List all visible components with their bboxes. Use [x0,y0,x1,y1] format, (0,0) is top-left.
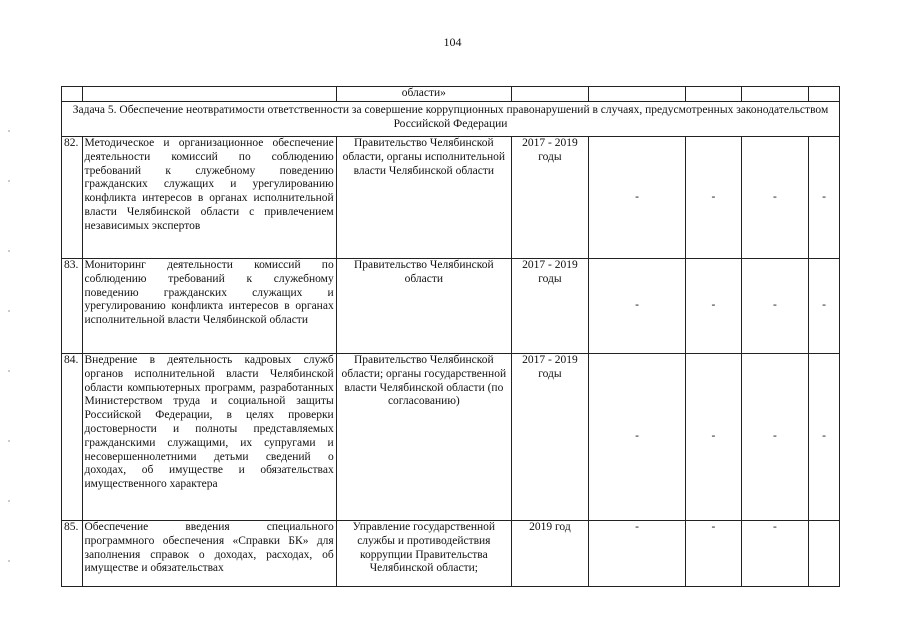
table-row [62,354,840,521]
cell-term [511,87,588,102]
cell-value [686,87,741,102]
row-value: - [809,354,840,521]
row-value: - [809,259,840,354]
row-description: Обеспечение введения специального программного обеспечения «Справки БК» для заполнения справок о доходах, расходах, об имуществе и обязательствах [82,521,336,587]
row-term: 2019 год [511,521,588,587]
row-term: 2017 - 2019 годы [511,354,588,521]
task-row [62,102,840,137]
row-number: 84. [62,354,83,521]
row-value: - [588,521,685,587]
row-value: - [741,354,809,521]
row-value: - [686,137,741,259]
row-value: - [686,259,741,354]
row-value: - [686,354,741,521]
cell-description [82,87,336,102]
row-value: - [588,354,685,521]
row-term: 2017 - 2019 годы [511,137,588,259]
row-executor: Правительство Челябинской области; органы государственной власти Челябинской области (по согласованию) [336,354,511,521]
row-number: 85. [62,521,83,587]
row-value: - [741,521,809,587]
table-row [62,259,840,354]
row-value: - [741,259,809,354]
row-executor: Правительство Челябинской области [336,259,511,354]
cell-value [588,87,685,102]
table-row [62,137,840,259]
row-executor: Правительство Челябинской области, органы исполнительной власти Челябинской области [336,137,511,259]
row-description: Мониторинг деятельности комиссий по соблюдению требований к служебному поведению гражданских служащих и урегулированию конфликта интересов в органах исполнительной власти Челябинской области [82,259,336,354]
row-description: Методическое и организационное обеспечение деятельности комиссий по соблюдению требований к служебному поведению гражданских служащих и урегулированию конфликта интересов в органах исполнительной власти Челябинской области с привлечением независимых экспертов [82,137,336,259]
cell-value [809,87,840,102]
row-term: 2017 - 2019 годы [511,259,588,354]
cell-executor: области» [336,87,511,102]
measures-table [61,86,840,587]
row-value [809,521,840,587]
row-number: 82. [62,137,83,259]
row-value: - [809,137,840,259]
table-row [62,521,840,587]
cell-num [62,87,83,102]
row-value: - [588,137,685,259]
cell-value [741,87,809,102]
page-number: 104 [443,35,462,49]
row-description: Внедрение в деятельность кадровых служб органов исполнительной власти Челябинской области компьютерных программ, разработанных Министерством труда и социальной защиты Российской Федерации, в целях проверки достоверности и полноты представляемых гражданскими служащими, их супругами и несовершеннолетними детьми сведений о доходах, об имуществе и обязательствах имущественного характера [82,354,336,521]
row-number: 83. [62,259,83,354]
continuation-row [62,87,840,102]
task-heading: Задача 5. Обеспечение неотвратимости ответственности за совершение коррупционных правонарушений в случаях, предусмотренных законодательством Российской Федерации [62,102,840,137]
row-value: - [741,137,809,259]
scan-margin-specks [6,120,14,600]
row-executor: Управление государственной службы и противодействия коррупции Правительства Челябинской области; [336,521,511,587]
row-value: - [588,259,685,354]
row-value: - [686,521,741,587]
